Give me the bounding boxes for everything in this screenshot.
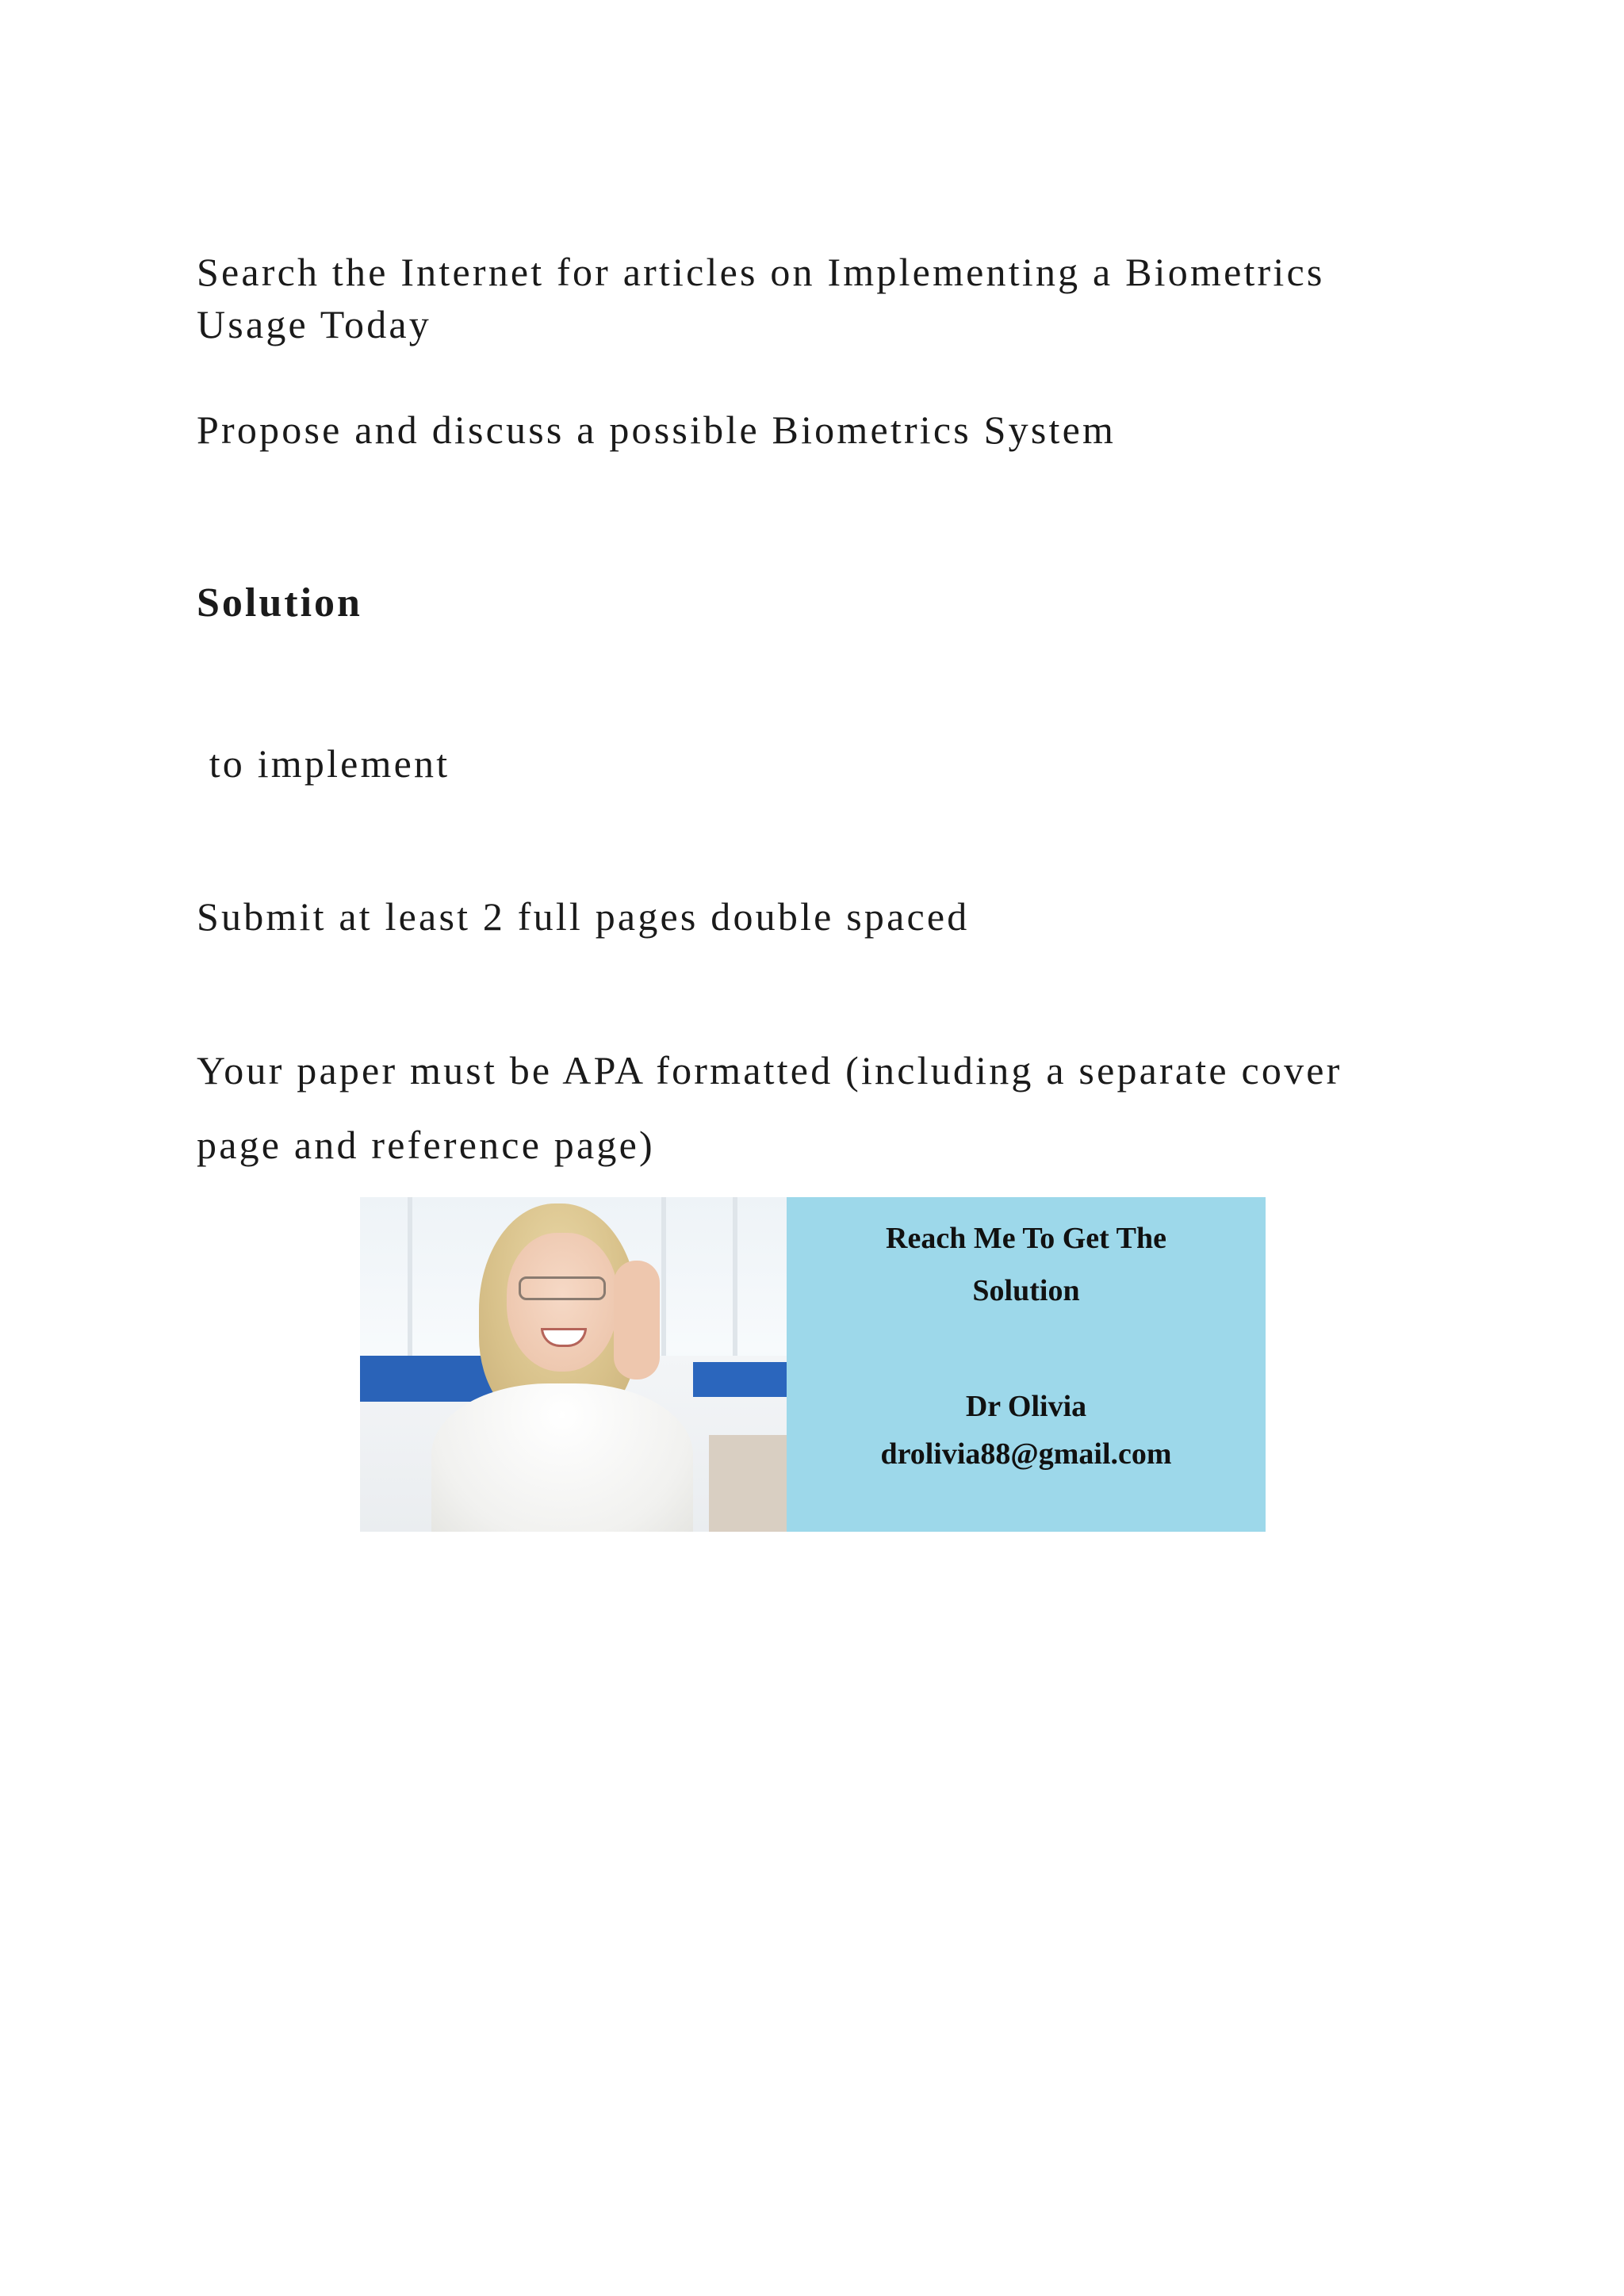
- banner-name: Dr Olivia: [965, 1390, 1087, 1423]
- propose-text: Propose and discuss a possible Biometrics System: [197, 408, 1116, 452]
- woman-photo: [360, 1197, 787, 1532]
- apa-line-2: page and reference page): [197, 1123, 655, 1167]
- implement-text: to implement: [197, 741, 450, 786]
- banner-line-1: Reach Me To Get The: [886, 1222, 1166, 1255]
- contact-panel: [787, 1197, 1266, 1532]
- banner-line-2: Solution: [972, 1274, 1080, 1307]
- banner-email: drolivia88@gmail.com: [880, 1437, 1172, 1471]
- solution-heading: Solution: [197, 580, 362, 626]
- question-text: [197, 246, 1325, 350]
- question-line-2: Usage Today: [197, 302, 431, 346]
- submit-text: Submit at least 2 full pages double spaced: [197, 894, 970, 939]
- apa-line-1: Your paper must be APA formatted (including a separate cover: [197, 1048, 1342, 1093]
- question-line-1: Search the Internet for articles on Implementing a Biometrics: [197, 250, 1325, 294]
- contact-banner: [360, 1197, 1266, 1532]
